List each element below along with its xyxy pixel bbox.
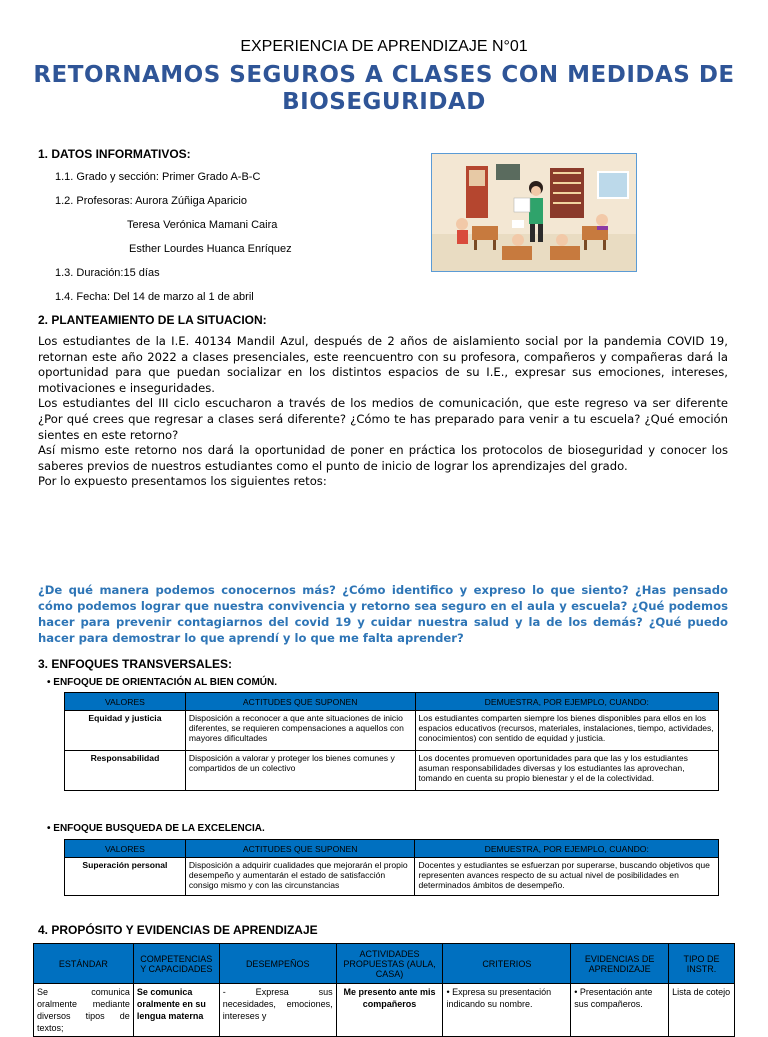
enfoque-excelencia-title: • ENFOQUE BUSQUEDA DE LA EXCELENCIA. <box>47 823 265 834</box>
actitud-cell: Disposición a adquirir cualidades que mejorarán el propio desempeño y aumentarán el estado de satisfacción consigo mismo y con las circunstancias <box>185 858 415 896</box>
enfoque-bien-comun-title: • ENFOQUE DE ORIENTACIÓN AL BIEN COMÚN. <box>47 677 277 688</box>
competencia-cell: Se comunica oralmente en su lengua materna <box>133 984 219 1037</box>
table-row <box>34 984 735 1037</box>
classroom-illustration <box>431 153 637 272</box>
desempeno-cell: - Expresa sus necesidades, emociones, intereses y <box>219 984 336 1037</box>
table-row <box>65 711 719 751</box>
table-header: VALORES <box>65 840 186 858</box>
actividad-cell: Me presento ante mis compañeros <box>336 984 443 1037</box>
demuestra-cell: Los estudiantes comparten siempre los bienes disponibles para ellos en los espacios educativos (recursos, materiales, instalaciones, tiempo, actividades, conocimientos) con sentido de equidad y justicia. <box>415 711 718 751</box>
table-header: ESTÁNDAR <box>34 944 134 984</box>
criterio-cell: • Expresa su presentación indicando su nombre. <box>443 984 571 1037</box>
profesora-3-line: Esther Lourdes Huanca Enríquez <box>129 243 292 255</box>
enfoque-excelencia-label: ENFOQUE BUSQUEDA DE LA EXCELENCIA. <box>53 823 265 834</box>
enfoque-excelencia-table <box>64 839 719 896</box>
table-header: ACTITUDES QUE SUPONEN <box>185 693 415 711</box>
table-header: CRITERIOS <box>443 944 571 984</box>
table-row <box>65 858 719 896</box>
profesora-2-line: Teresa Verónica Mamani Caira <box>127 219 278 231</box>
actitud-cell: Disposición a valorar y proteger los bienes comunes y compartidos de un colectivo <box>185 751 415 791</box>
valor-cell: Equidad y justicia <box>65 711 186 751</box>
grado-line: 1.1. Grado y sección: Primer Grado A-B-C <box>55 171 261 183</box>
enfoque-bien-comun-label: ENFOQUE DE ORIENTACIÓN AL BIEN COMÚN. <box>53 677 277 688</box>
profesoras-line: 1.2. Profesoras: Aurora Zúñiga Aparicio <box>55 195 247 207</box>
demuestra-cell: Docentes y estudiantes se esfuerzan por superarse, buscando objetivos que representen avances respecto de su actual nivel de posibilidades en determinados ámbitos de desempeño. <box>415 858 719 896</box>
table-header: ACTITUDES QUE SUPONEN <box>185 840 415 858</box>
table-header: EVIDENCIAS DE APRENDIZAJE <box>571 944 669 984</box>
table-header: DESEMPEÑOS <box>219 944 336 984</box>
situacion-paragraph: Los estudiantes del III ciclo escucharon a través de los medios de comunicación, que este regreso va ser diferente ¿Por qué crees que regresar a clases será diferente? ¿Cómo te has preparado para venir a tu escuela? ¿Qué emoción sientes en este retorno? <box>38 396 728 442</box>
proposito-table <box>33 943 735 1037</box>
retos-questions: ¿De qué manera podemos conocernos más? ¿Cómo identifico y expreso lo que siento? ¿Has pensado cómo podemos lograr que nuestra convivencia y retorno sea seguro en el aula y escuela? ¿Qué podemos hacer para prevenir contagiarnos del covid 19 y cuidar nuestra salud y la de los demás? ¿Qué puedo hacer para demostrar lo que aprendí y lo que me falta aprender? <box>38 583 728 645</box>
demuestra-cell: Los docentes promueven oportunidades para que las y los estudiantes asuman responsabilidades diversas y los estudiantes las aprovechan, tomando en cuenta su propio bienestar y el de la colectividad. <box>415 751 718 791</box>
situacion-paragraph: Los estudiantes de la I.E. 40134 Mandil Azul, después de 2 años de aislamiento social por la pandemia COVID 19, retornan este año 2022 a clases presenciales, este reencuentro con su profesora, compañeros y compañeras dará la oportunidad para que puedan socializar en los distintos espacios de su I.E., expresar sus emociones, intereses, motivaciones e inseguridades. <box>38 334 728 395</box>
section-situacion-heading: 2. PLANTEAMIENTO DE LA SITUACION: <box>38 313 267 327</box>
situacion-body <box>38 334 728 490</box>
fecha-line: 1.4. Fecha: Del 14 de marzo al 1 de abril <box>55 291 254 303</box>
table-row <box>65 751 719 791</box>
table-header: ACTIVIDADES PROPUESTAS (AULA, CASA) <box>336 944 443 984</box>
section-datos-heading: 1. DATOS INFORMATIVOS: <box>38 147 191 161</box>
estandar-cell: Se comunica oralmente mediante diversos tipos de textos; <box>34 984 134 1037</box>
section-enfoques-heading: 3. ENFOQUES TRANSVERSALES: <box>38 657 233 671</box>
enfoque-bien-comun-table <box>64 692 719 791</box>
table-header: VALORES <box>65 693 186 711</box>
valor-cell: Superación personal <box>65 858 186 896</box>
actitud-cell: Disposición a reconocer a que ante situaciones de inicio diferentes, se requieren compensaciones a aquellos con mayores dificultades <box>185 711 415 751</box>
situacion-paragraph: Por lo expuesto presentamos los siguientes retos: <box>38 474 327 489</box>
table-header: DEMUESTRA, POR EJEMPLO, CUANDO: <box>415 693 718 711</box>
duracion-line: 1.3. Duración:15 días <box>55 267 160 279</box>
valor-cell: Responsabilidad <box>65 751 186 791</box>
situacion-paragraph: Así mismo este retorno nos dará la oportunidad de poner en práctica los protocolos de bioseguridad y conocer los saberes previos de nuestros estudiantes como el punto de inicio de lograr los aprendizajes del grado. <box>38 443 728 473</box>
criterio-text: Expresa su presentación indicando su nombre. <box>446 987 552 1009</box>
evidencia-text: Presentación ante sus compañeros. <box>574 987 653 1009</box>
section-proposito-heading: 4. PROPÓSITO Y EVIDENCIAS DE APRENDIZAJE <box>38 923 318 937</box>
table-header: DEMUESTRA, POR EJEMPLO, CUANDO: <box>415 840 719 858</box>
experience-subtitle: RETORNAMOS SEGUROS A CLASES CON MEDIDAS DE BIOSEGURIDAD <box>33 62 735 115</box>
table-header: COMPETENCIAS Y CAPACIDADES <box>133 944 219 984</box>
table-header: TIPO DE INSTR. <box>669 944 735 984</box>
evidencia-cell: • Presentación ante sus compañeros. <box>571 984 669 1037</box>
experience-title: EXPERIENCIA DE APRENDIZAJE N°01 <box>240 38 528 55</box>
instrumento-cell: Lista de cotejo <box>669 984 735 1037</box>
